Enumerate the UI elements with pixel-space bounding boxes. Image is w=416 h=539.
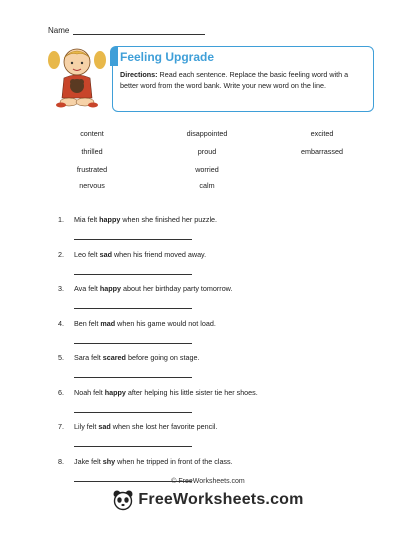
answer-line[interactable] <box>74 446 192 447</box>
question-text-after: when she finished her puzzle. <box>120 215 218 224</box>
answer-line[interactable] <box>74 239 192 240</box>
question-number: 5. <box>58 353 64 362</box>
word-bank-item: nervous <box>79 181 105 190</box>
directions-text <box>120 69 368 91</box>
question-feeling-word: mad <box>100 318 116 328</box>
question-text-after: about her birthday party tomorrow. <box>121 284 233 293</box>
girl-illustration <box>44 42 112 112</box>
header-accent-tab <box>110 46 118 66</box>
question-item <box>58 422 217 431</box>
answer-line[interactable] <box>74 274 192 275</box>
question-text-before: Sara felt <box>74 353 103 362</box>
word-bank-item: worried <box>195 165 219 174</box>
question-text-after: when he tripped in front of the class. <box>115 456 233 466</box>
question-item <box>58 319 216 328</box>
question-text-before: Noah felt <box>74 387 105 397</box>
answer-line[interactable] <box>74 308 192 309</box>
question-feeling-word: happy <box>104 387 126 397</box>
question-text-before: Ava felt <box>74 284 100 293</box>
question-text-after: when she lost her favorite pencil. <box>110 422 218 431</box>
answer-line[interactable] <box>74 377 192 378</box>
question-text-after: when his game would not load. <box>115 318 216 328</box>
question-text-after: before going on stage. <box>125 353 200 362</box>
question-feeling-word: sad <box>99 249 112 259</box>
question-number: 6. <box>58 387 64 397</box>
panda-icon <box>112 489 134 511</box>
directions-body: Read each sentence. Replace the basic feeling word with a better word from the word bank. Write your new word on the line. <box>120 70 349 90</box>
question-number: 7. <box>58 422 64 431</box>
word-bank-item: calm <box>199 181 215 190</box>
question-item <box>58 457 233 466</box>
word-bank-item: frustrated <box>76 165 108 174</box>
footer-url: © FreeWorksheets.com <box>171 478 245 485</box>
question-feeling-word: sad <box>98 422 111 431</box>
question-item <box>58 284 232 293</box>
word-bank-item: disappointed <box>186 129 228 138</box>
answer-line[interactable] <box>74 412 192 413</box>
question-item <box>58 353 199 362</box>
question-number: 1. <box>58 215 64 224</box>
question-item <box>58 250 206 259</box>
word-bank-item: thrilled <box>81 147 103 156</box>
question-text-before: Lily felt <box>74 422 99 431</box>
name-field <box>48 26 205 35</box>
question-text-before: Jake felt <box>74 456 103 466</box>
directions-label: Directions: <box>120 70 158 79</box>
word-bank-item: embarrassed <box>301 147 343 156</box>
question-number: 4. <box>58 318 64 328</box>
footer-logo <box>0 489 416 511</box>
question-number: 3. <box>58 284 64 293</box>
question-text-before: Leo felt <box>74 249 100 259</box>
answer-line[interactable] <box>74 343 192 344</box>
brand-name: FreeWorksheets.com <box>138 491 304 508</box>
word-bank-item: proud <box>197 147 217 156</box>
word-bank-item: content <box>80 129 104 138</box>
worksheet-title: Feeling Upgrade <box>120 50 215 64</box>
question-feeling-word: happy <box>99 215 121 224</box>
question-number: 2. <box>58 249 64 259</box>
question-item <box>58 215 217 224</box>
question-text-before: Mia felt <box>74 215 100 224</box>
name-label: Name <box>48 26 70 35</box>
name-line[interactable] <box>73 26 205 35</box>
word-bank-item: excited <box>310 129 334 138</box>
question-feeling-word: happy <box>99 284 122 293</box>
question-number: 8. <box>58 456 64 466</box>
question-text-after: after helping his little sister tie her shoes. <box>125 387 258 397</box>
question-feeling-word: shy <box>102 456 116 466</box>
question-item <box>58 388 258 397</box>
question-text-before: Ben felt <box>74 318 101 328</box>
question-text-after: when his friend moved away. <box>111 249 207 259</box>
question-feeling-word: scared <box>102 353 126 362</box>
